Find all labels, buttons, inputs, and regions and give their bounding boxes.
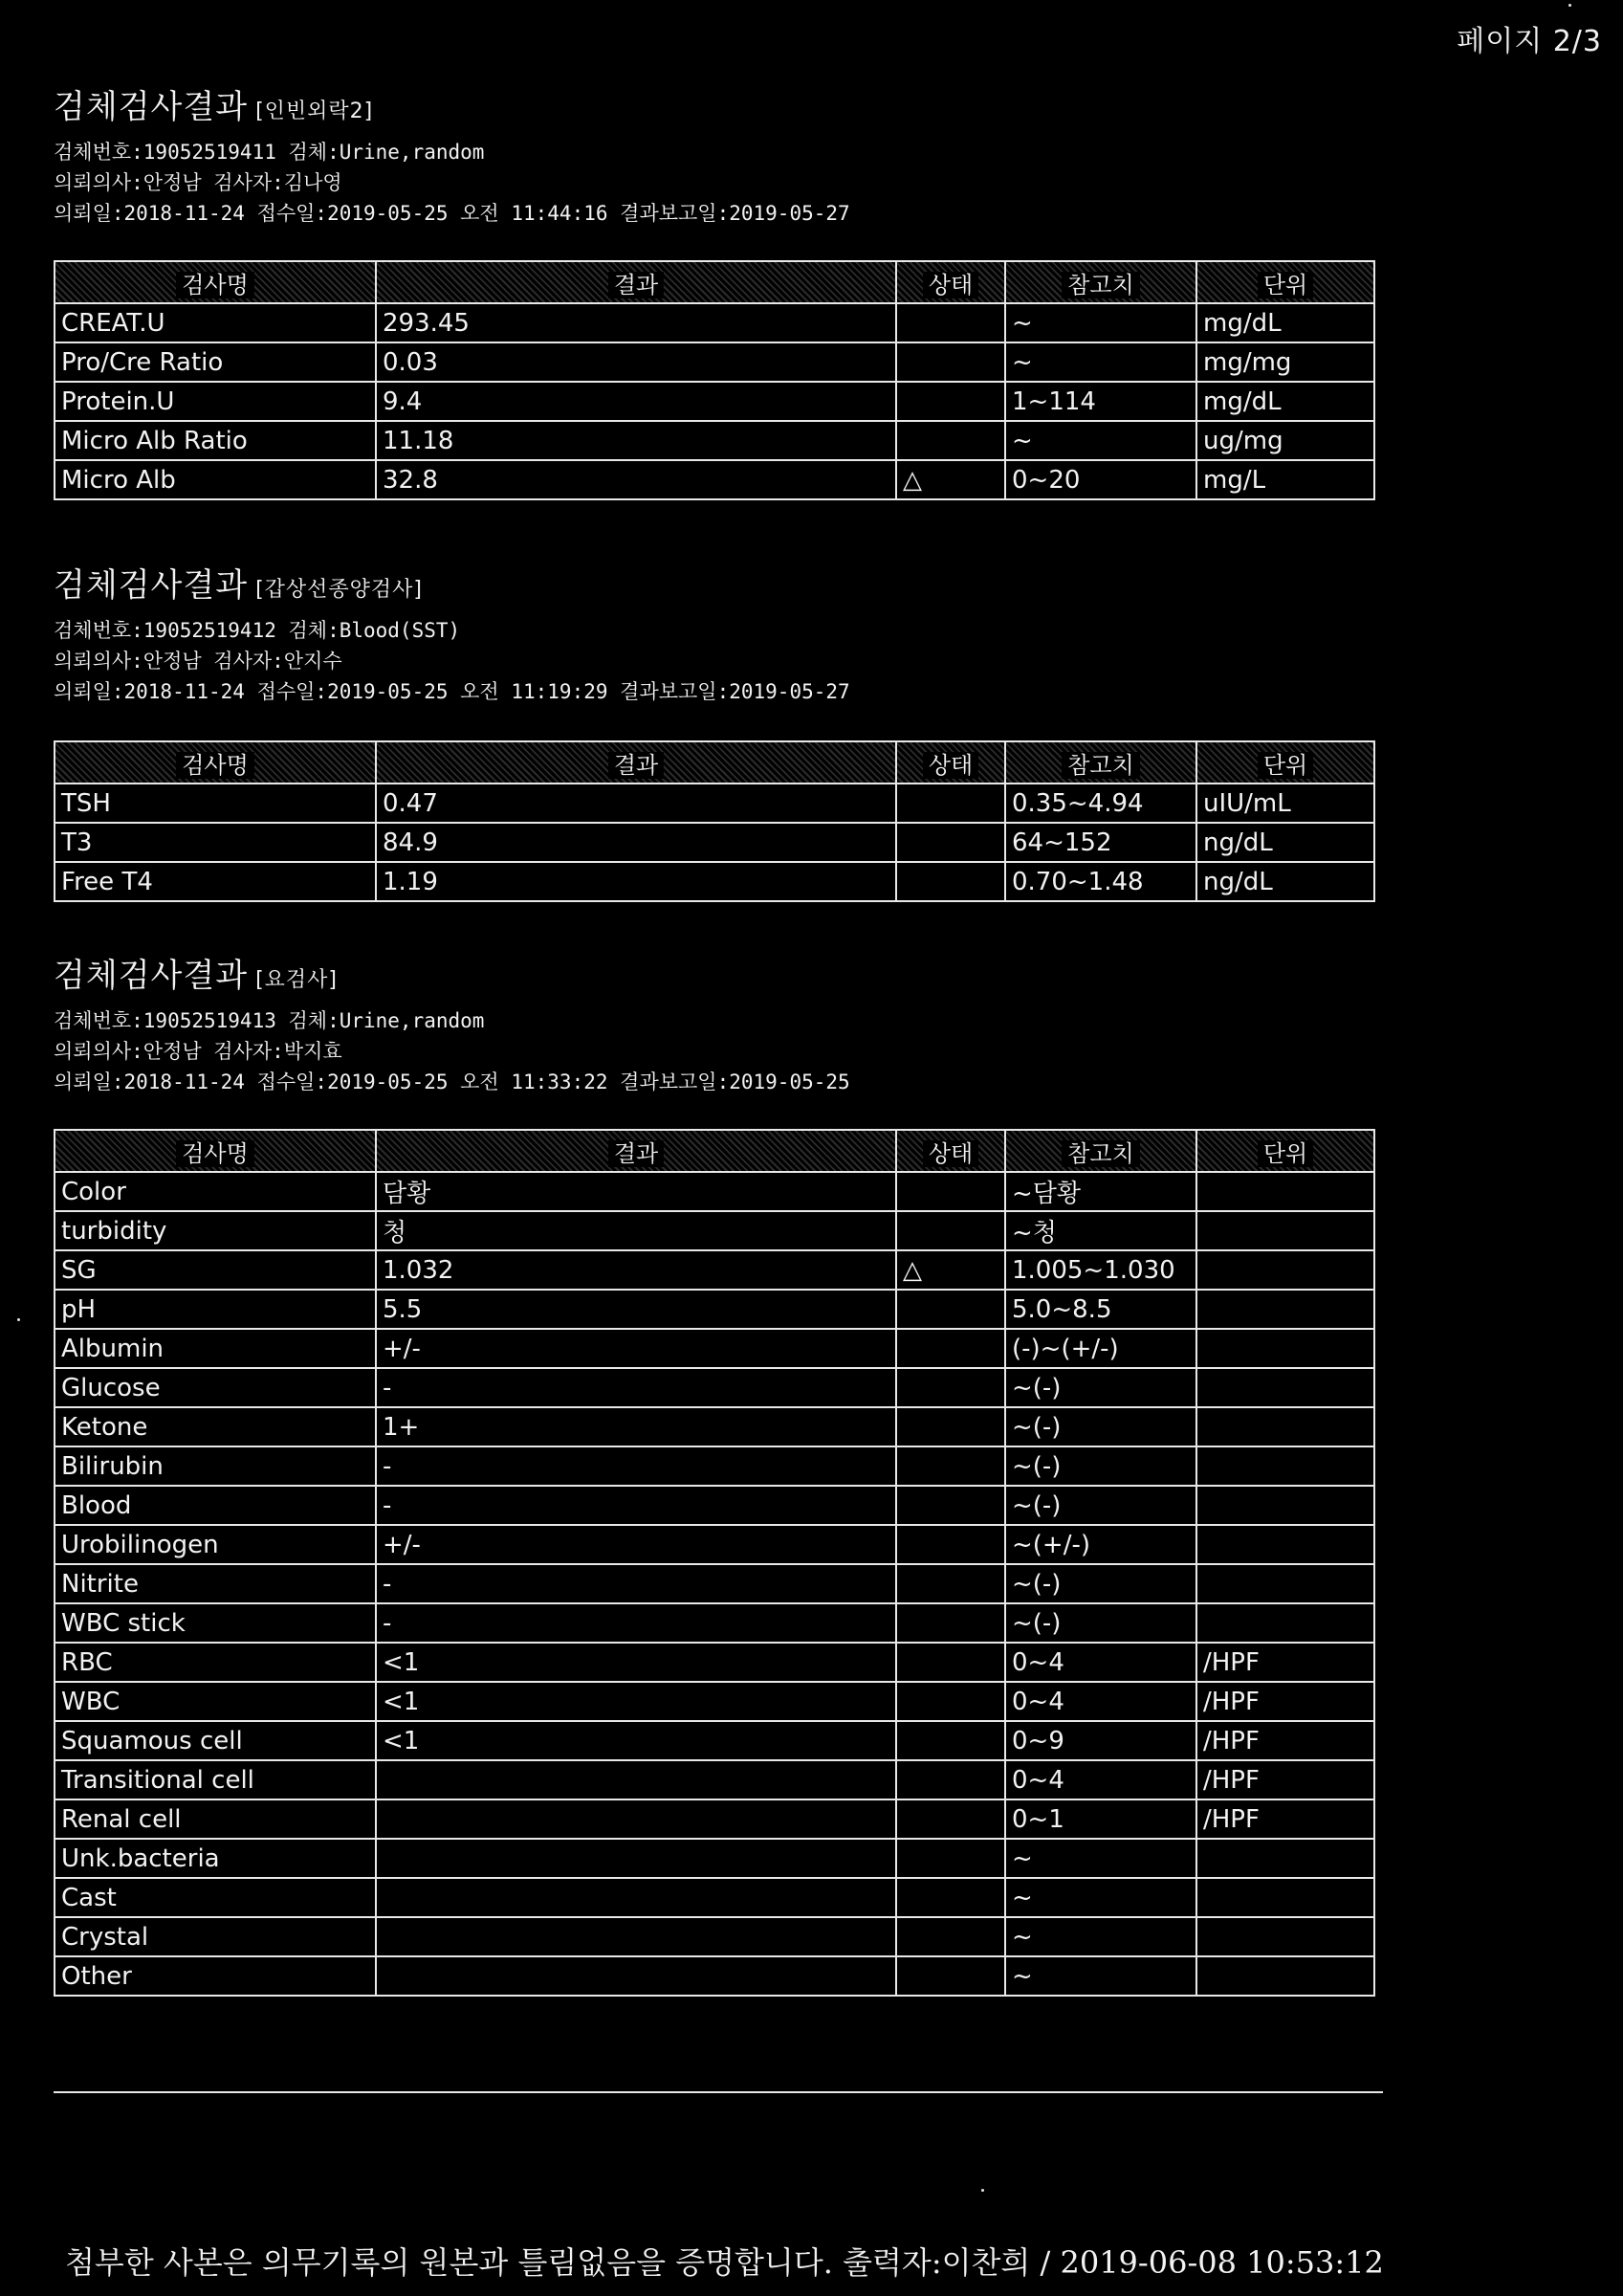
table-row [55,1486,1374,1525]
doctor-line: 의뢰의사:안정남 검사자:안지수 [54,650,342,673]
flag-cell [896,342,1005,382]
specimen-line: 검체번호:19052519413 검체:Urine,random [54,1009,485,1032]
dates-line: 의뢰일:2018-11-24 접수일:2019-05-25 오전 11:19:29 결과보고일:2019-05-27 [54,680,850,703]
section-urine-chem-header [54,80,850,229]
flag-cell [896,1486,1005,1525]
unit-cell: /HPF [1196,1799,1374,1839]
reference-cell: ~(-) [1005,1486,1196,1525]
flag-cell [896,1917,1005,1956]
unit-cell [1196,1603,1374,1643]
header-test-name-label: 검사명 [176,272,254,298]
header-result [376,741,896,784]
flag-cell [896,1956,1005,1996]
test-name-cell: Ketone [55,1407,376,1446]
table-row [55,1917,1374,1956]
result-cell [376,1799,896,1839]
unit-cell [1196,1250,1374,1290]
result-cell: <1 [376,1643,896,1682]
result-cell: - [376,1446,896,1486]
reference-cell: 0~9 [1005,1721,1196,1760]
test-name-cell: Glucose [55,1368,376,1407]
result-cell: 84.9 [376,823,896,862]
header-reference-label: 참고치 [1062,752,1140,779]
header-flag [896,1130,1005,1172]
reference-cell: ~ [1005,1956,1196,1996]
reference-cell: 0~4 [1005,1760,1196,1799]
header-reference [1005,741,1196,784]
unit-cell: mg/dL [1196,303,1374,342]
unit-cell: mg/dL [1196,382,1374,421]
test-name-cell: WBC stick [55,1603,376,1643]
flag-cell [896,1329,1005,1368]
result-cell: 9.4 [376,382,896,421]
section-subtitle: [인빈외락2] [255,99,374,123]
test-name-cell: Renal cell [55,1799,376,1839]
header-test-name-label: 검사명 [176,752,254,779]
test-name-cell: Crystal [55,1917,376,1956]
section-title [54,559,850,606]
certification-footer: 첨부한 사본은 의무기록의 원본과 틀림없음을 증명합니다. 출력자:이찬희 / 2019-06-08 10:53:12 [65,2244,1384,2281]
test-name-cell: Albumin [55,1329,376,1368]
header-reference-label: 참고치 [1062,1140,1140,1167]
test-name-cell: Pro/Cre Ratio [55,342,376,382]
unit-cell [1196,1290,1374,1329]
header-result-label: 결과 [608,1140,664,1167]
reference-cell: ~ [1005,421,1196,460]
unit-cell [1196,1407,1374,1446]
table-header-row [55,261,1374,303]
flag-cell [896,1525,1005,1564]
test-name-cell: Micro Alb [55,460,376,499]
table-row [55,1564,1374,1603]
table-row [55,862,1374,901]
test-name-cell: Bilirubin [55,1446,376,1486]
table-row [55,1407,1374,1446]
result-cell: 5.5 [376,1290,896,1329]
table-row [55,382,1374,421]
header-test-name [55,741,376,784]
header-unit-label: 단위 [1258,272,1313,298]
section-title-text: 검체검사결과 [54,957,249,995]
table-row [55,1525,1374,1564]
table-row [55,1250,1374,1290]
table-row [55,823,1374,862]
table-row [55,784,1374,823]
section-title-text: 검체검사결과 [54,88,249,126]
unit-cell [1196,1525,1374,1564]
page-number: 페이지 2/3 [1457,25,1602,58]
header-test-name [55,261,376,303]
result-cell [376,1878,896,1917]
header-result [376,1130,896,1172]
result-cell [376,1839,896,1878]
results-table [54,260,1375,500]
table-row [55,1603,1374,1643]
unit-cell [1196,1172,1374,1211]
table-row [55,1721,1374,1760]
specimen-line: 검체번호:19052519412 검체:Blood(SST) [54,619,461,642]
header-test-name-label: 검사명 [176,1140,254,1167]
header-reference [1005,261,1196,303]
unit-cell: mg/mg [1196,342,1374,382]
test-name-cell: Other [55,1956,376,1996]
reference-cell: 64~152 [1005,823,1196,862]
result-cell [376,1956,896,1996]
reference-cell: ~(+/-) [1005,1525,1196,1564]
flag-cell [896,823,1005,862]
unit-cell [1196,1211,1374,1250]
test-name-cell: Transitional cell [55,1760,376,1799]
reference-cell: ~(-) [1005,1564,1196,1603]
table-row [55,342,1374,382]
test-name-cell: Free T4 [55,862,376,901]
bottom-divider [54,2091,1383,2093]
header-flag-label: 상태 [923,752,978,779]
table-row [55,1368,1374,1407]
flag-cell [896,1682,1005,1721]
reference-cell: 0.70~1.48 [1005,862,1196,901]
section-subtitle: [갑상선종양검사] [255,578,424,602]
header-unit-label: 단위 [1258,752,1313,779]
unit-cell [1196,1368,1374,1407]
test-name-cell: turbidity [55,1211,376,1250]
unit-cell [1196,1878,1374,1917]
unit-cell: /HPF [1196,1760,1374,1799]
result-cell: - [376,1486,896,1525]
specimen-line: 검체번호:19052519411 검체:Urine,random [54,141,485,164]
unit-cell [1196,1956,1374,1996]
result-cell: 1.19 [376,862,896,901]
reference-cell: 0~20 [1005,460,1196,499]
reference-cell: 5.0~8.5 [1005,1290,1196,1329]
header-reference [1005,1130,1196,1172]
scan-speck [17,1318,20,1321]
table-row [55,1643,1374,1682]
table-row [55,1682,1374,1721]
test-name-cell: Micro Alb Ratio [55,421,376,460]
test-name-cell: Color [55,1172,376,1211]
reference-cell: ~ [1005,1839,1196,1878]
flag-cell [896,1603,1005,1643]
table-row [55,1172,1374,1211]
flag-cell [896,1760,1005,1799]
table-row [55,1839,1374,1878]
flag-cell: △ [896,460,1005,499]
result-cell: - [376,1603,896,1643]
result-cell: 32.8 [376,460,896,499]
test-name-cell: SG [55,1250,376,1290]
table-row [55,1956,1374,1996]
result-cell: 293.45 [376,303,896,342]
flag-cell [896,784,1005,823]
section-title [54,80,850,127]
result-cell: 1+ [376,1407,896,1446]
test-name-cell: Unk.bacteria [55,1839,376,1878]
reference-cell: ~(-) [1005,1368,1196,1407]
test-name-cell: pH [55,1290,376,1329]
table-row [55,1799,1374,1839]
table-row [55,1760,1374,1799]
header-flag [896,741,1005,784]
result-cell [376,1917,896,1956]
reference-cell: (-)~(+/-) [1005,1329,1196,1368]
reference-cell: ~ [1005,1917,1196,1956]
doctor-line: 의뢰의사:안정남 검사자:박지효 [54,1040,342,1063]
flag-cell [896,1290,1005,1329]
unit-cell: uIU/mL [1196,784,1374,823]
header-flag [896,261,1005,303]
table-row [55,460,1374,499]
unit-cell [1196,1329,1374,1368]
unit-cell: /HPF [1196,1682,1374,1721]
unit-cell [1196,1486,1374,1525]
result-cell: 11.18 [376,421,896,460]
unit-cell: ug/mg [1196,421,1374,460]
test-name-cell: TSH [55,784,376,823]
reference-cell: 0~1 [1005,1799,1196,1839]
header-reference-label: 참고치 [1062,272,1140,298]
flag-cell [896,1643,1005,1682]
result-cell: <1 [376,1682,896,1721]
result-cell: 1.032 [376,1250,896,1290]
table-row [55,1446,1374,1486]
flag-cell [896,1799,1005,1839]
unit-cell [1196,1839,1374,1878]
reference-cell: ~ [1005,342,1196,382]
result-cell: 0.03 [376,342,896,382]
result-cell: - [376,1368,896,1407]
flag-cell [896,303,1005,342]
table-header-row [55,1130,1374,1172]
test-name-cell: CREAT.U [55,303,376,342]
result-cell: 청 [376,1211,896,1250]
reference-cell: ~담황 [1005,1172,1196,1211]
result-cell: +/- [376,1525,896,1564]
result-cell: 0.47 [376,784,896,823]
flag-cell [896,1564,1005,1603]
header-unit-label: 단위 [1258,1140,1313,1167]
reference-cell: ~청 [1005,1211,1196,1250]
header-unit [1196,1130,1374,1172]
result-cell: 담황 [376,1172,896,1211]
unit-cell [1196,1564,1374,1603]
scan-speck [1568,4,1571,7]
flag-cell [896,1446,1005,1486]
test-name-cell: Nitrite [55,1564,376,1603]
flag-cell [896,1839,1005,1878]
dates-line: 의뢰일:2018-11-24 접수일:2019-05-25 오전 11:44:16 결과보고일:2019-05-27 [54,202,850,225]
flag-cell [896,1878,1005,1917]
flag-cell [896,382,1005,421]
section-urinalysis-header [54,949,850,1097]
flag-cell: △ [896,1250,1005,1290]
table-row [55,303,1374,342]
header-result-label: 결과 [608,752,664,779]
scan-speck [981,2189,984,2192]
test-name-cell: Blood [55,1486,376,1525]
flag-cell [896,1721,1005,1760]
header-unit [1196,261,1374,303]
section-thyroid-header [54,559,850,707]
header-flag-label: 상태 [923,1140,978,1167]
result-cell: <1 [376,1721,896,1760]
result-cell: - [376,1564,896,1603]
reference-cell: 0.35~4.94 [1005,784,1196,823]
reference-cell: 1.005~1.030 [1005,1250,1196,1290]
flag-cell [896,421,1005,460]
header-unit [1196,741,1374,784]
header-result [376,261,896,303]
header-result-label: 결과 [608,272,664,298]
header-flag-label: 상태 [923,272,978,298]
section-title [54,949,850,996]
unit-cell: mg/L [1196,460,1374,499]
table-row [55,1329,1374,1368]
doctor-line: 의뢰의사:안정남 검사자:김나영 [54,171,342,194]
test-name-cell: Squamous cell [55,1721,376,1760]
flag-cell [896,862,1005,901]
flag-cell [896,1368,1005,1407]
flag-cell [896,1172,1005,1211]
section-subtitle: [요검사] [255,968,339,992]
reference-cell: ~ [1005,1878,1196,1917]
result-cell: +/- [376,1329,896,1368]
flag-cell [896,1211,1005,1250]
reference-cell: 1~114 [1005,382,1196,421]
unit-cell: ng/dL [1196,823,1374,862]
result-cell [376,1760,896,1799]
section-title-text: 검체검사결과 [54,566,249,605]
test-name-cell: T3 [55,823,376,862]
reference-cell: ~ [1005,303,1196,342]
test-name-cell: Urobilinogen [55,1525,376,1564]
results-table [54,740,1375,902]
table-row [55,1211,1374,1250]
test-name-cell: Protein.U [55,382,376,421]
table-row [55,1290,1374,1329]
reference-cell: 0~4 [1005,1682,1196,1721]
results-table [54,1129,1375,1997]
table-row [55,1878,1374,1917]
reference-cell: 0~4 [1005,1643,1196,1682]
flag-cell [896,1407,1005,1446]
unit-cell: ng/dL [1196,862,1374,901]
table-row [55,421,1374,460]
test-name-cell: RBC [55,1643,376,1682]
reference-cell: ~(-) [1005,1446,1196,1486]
reference-cell: ~(-) [1005,1407,1196,1446]
test-name-cell: Cast [55,1878,376,1917]
unit-cell [1196,1917,1374,1956]
unit-cell: /HPF [1196,1721,1374,1760]
reference-cell: ~(-) [1005,1603,1196,1643]
test-name-cell: WBC [55,1682,376,1721]
dates-line: 의뢰일:2018-11-24 접수일:2019-05-25 오전 11:33:22 결과보고일:2019-05-25 [54,1071,850,1093]
header-test-name [55,1130,376,1172]
unit-cell: /HPF [1196,1643,1374,1682]
unit-cell [1196,1446,1374,1486]
table-header-row [55,741,1374,784]
